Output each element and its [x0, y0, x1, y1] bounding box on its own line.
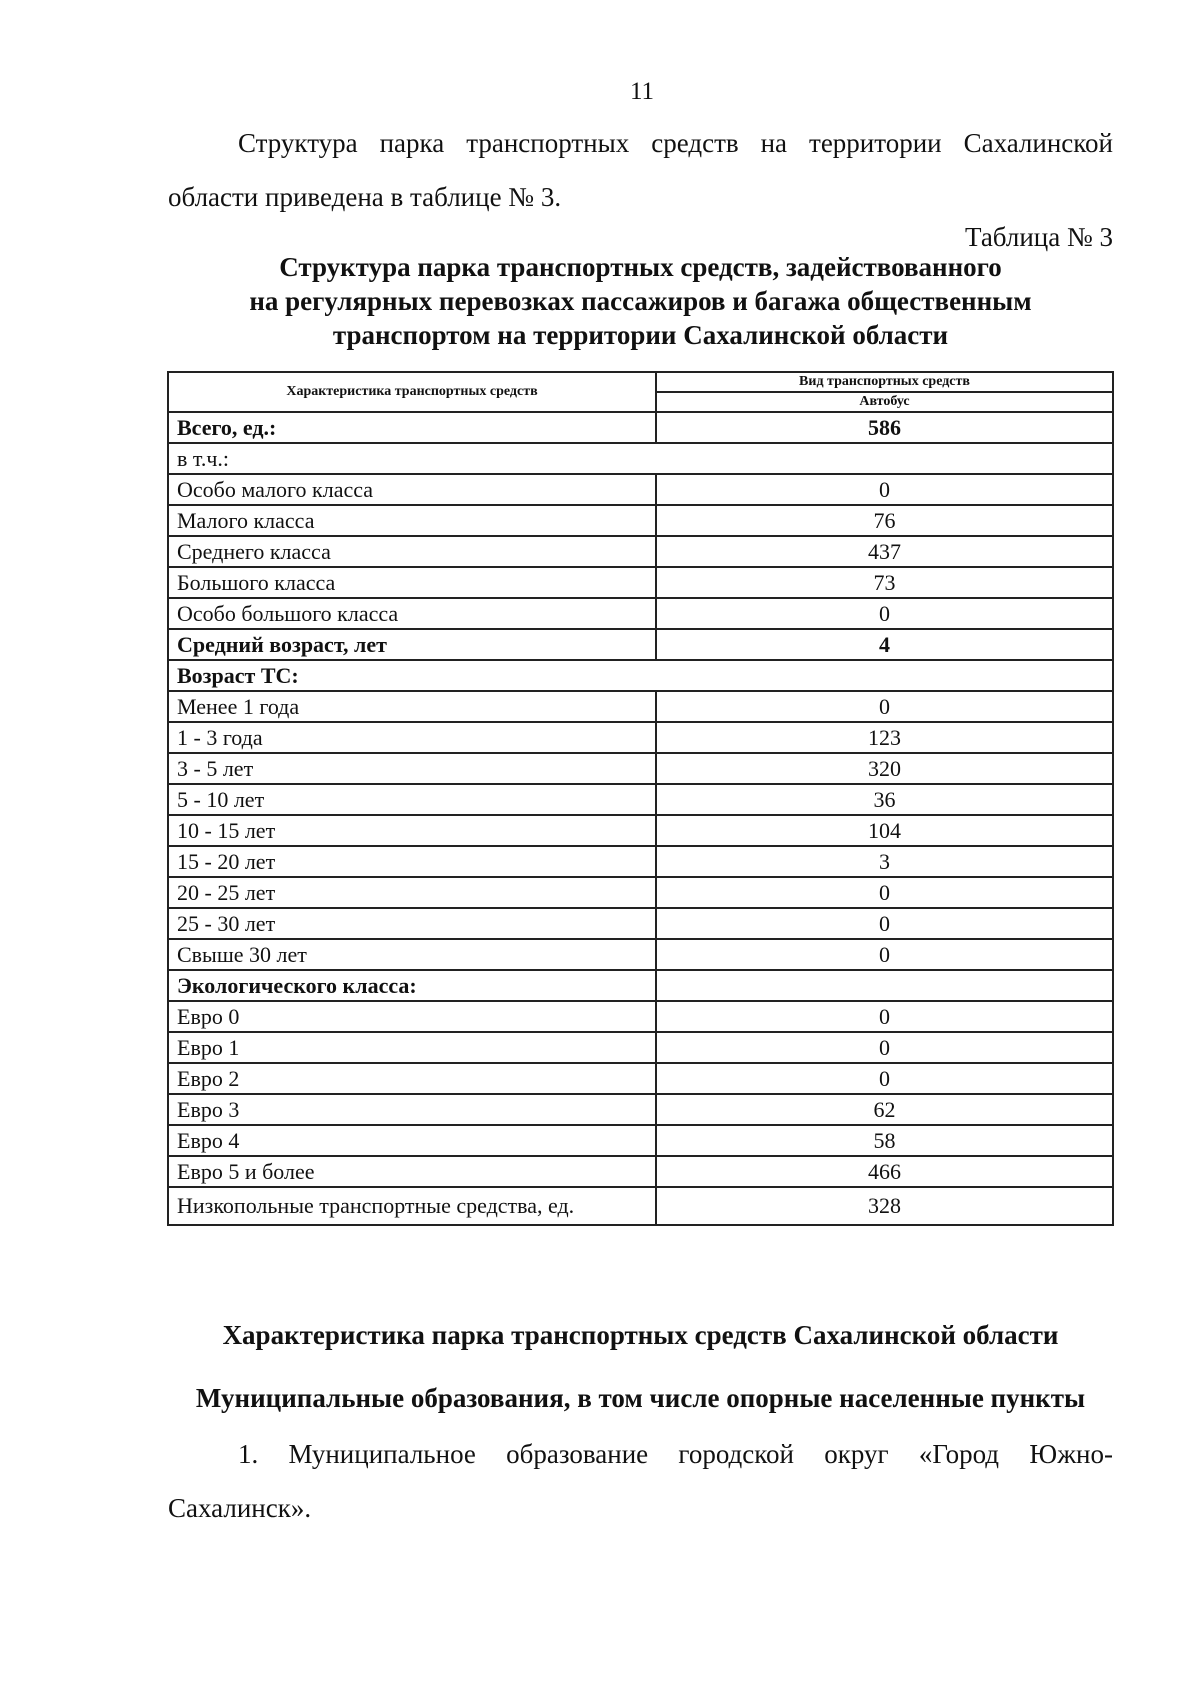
table-row: [168, 505, 1113, 536]
intro-paragraph: Структура парка транспортных средств на территории Сахалинской области приведена в таблице № 3.: [168, 128, 1113, 212]
row-value: 104: [656, 815, 1113, 846]
row-value: 76: [656, 505, 1113, 536]
row-value: 4: [656, 629, 1113, 660]
row-label: Евро 1: [168, 1032, 656, 1063]
row-label: 10 - 15 лет: [168, 815, 656, 846]
table-body: [168, 412, 1113, 1225]
section-heading-municipalities: Муниципальные образования, в том числе опорные населенные пункты: [195, 1383, 1086, 1413]
row-label: Евро 3: [168, 1094, 656, 1125]
row-group-label: в т.ч.:: [168, 443, 1113, 474]
table-row: [168, 1001, 1113, 1032]
table-title-line: на регулярных перевозках пассажиров и багажа общественным: [249, 286, 1032, 316]
row-value: 328: [656, 1187, 1113, 1225]
row-value: 466: [656, 1156, 1113, 1187]
table-row: [168, 536, 1113, 567]
row-value: 437: [656, 536, 1113, 567]
vehicle-fleet-table: [167, 371, 1114, 1226]
row-value: 0: [656, 1063, 1113, 1094]
row-value: 36: [656, 784, 1113, 815]
table-row: [168, 629, 1113, 660]
row-label: 3 - 5 лет: [168, 753, 656, 784]
row-value: 58: [656, 1125, 1113, 1156]
row-value: 0: [656, 1001, 1113, 1032]
table-title-line: Структура парка транспортных средств, задействованного: [279, 252, 1002, 282]
table-row: [168, 908, 1113, 939]
table-row: [168, 970, 1113, 1001]
table-row: [168, 939, 1113, 970]
row-label: 20 - 25 лет: [168, 877, 656, 908]
list-item-municipality: 1. Муниципальное образование городской округ «Город Южно-Сахалинск».: [168, 1439, 1113, 1523]
row-label: Особо большого класса: [168, 598, 656, 629]
row-label: Средний возраст, лет: [168, 629, 656, 660]
table-row: [168, 598, 1113, 629]
table-title: [168, 250, 1113, 352]
row-value: 62: [656, 1094, 1113, 1125]
row-value: 586: [656, 412, 1113, 443]
table-row: [168, 1187, 1113, 1225]
row-label: Евро 2: [168, 1063, 656, 1094]
row-value: [656, 970, 1113, 1001]
table-row: [168, 846, 1113, 877]
row-label: Среднего класса: [168, 536, 656, 567]
table-row: [168, 1094, 1113, 1125]
table-row: [168, 722, 1113, 753]
row-label: Низкопольные транспортные средства, ед.: [168, 1187, 656, 1225]
row-value: 73: [656, 567, 1113, 598]
row-value: 0: [656, 474, 1113, 505]
table-row: [168, 567, 1113, 598]
table-row: [168, 1032, 1113, 1063]
table-title-line: транспортом на территории Сахалинской области: [332, 320, 949, 350]
table-row: [168, 753, 1113, 784]
header-vehicle-type: Вид транспортных средств: [656, 372, 1113, 392]
row-value: 0: [656, 908, 1113, 939]
row-label: 15 - 20 лет: [168, 846, 656, 877]
row-label: Евро 0: [168, 1001, 656, 1032]
table-row: [168, 691, 1113, 722]
table-row: [168, 877, 1113, 908]
table-row: [168, 660, 1113, 691]
table-row: [168, 1125, 1113, 1156]
row-value: 320: [656, 753, 1113, 784]
row-value: 3: [656, 846, 1113, 877]
row-value: 0: [656, 877, 1113, 908]
row-value: 123: [656, 722, 1113, 753]
table-row: [168, 1063, 1113, 1094]
row-label: Экологического класса:: [168, 970, 656, 1001]
table-row: [168, 1156, 1113, 1187]
row-value: 0: [656, 1032, 1113, 1063]
row-value: 0: [656, 939, 1113, 970]
row-label: Малого класса: [168, 505, 656, 536]
table-row: [168, 443, 1113, 474]
row-label: Евро 4: [168, 1125, 656, 1156]
table-row: [168, 784, 1113, 815]
header-bus: Автобус: [656, 392, 1113, 412]
table-row: [168, 474, 1113, 505]
row-label: 25 - 30 лет: [168, 908, 656, 939]
row-group-label: Возраст ТС:: [168, 660, 1113, 691]
row-label: Большого класса: [168, 567, 656, 598]
table-caption: Таблица № 3: [965, 222, 1113, 252]
row-value: 0: [656, 598, 1113, 629]
section-heading-fleet: Характеристика парка транспортных средств Сахалинской области: [222, 1320, 1059, 1350]
table-row: [168, 815, 1113, 846]
row-label: Свыше 30 лет: [168, 939, 656, 970]
row-label: Менее 1 года: [168, 691, 656, 722]
row-label: Евро 5 и более: [168, 1156, 656, 1187]
header-characteristic: Характеристика транспортных средств: [168, 372, 656, 412]
row-label: Особо малого класса: [168, 474, 656, 505]
row-label: Всего, ед.:: [168, 412, 656, 443]
table-row: [168, 412, 1113, 443]
page-number: 11: [629, 78, 655, 105]
row-label: 1 - 3 года: [168, 722, 656, 753]
row-label: 5 - 10 лет: [168, 784, 656, 815]
row-value: 0: [656, 691, 1113, 722]
